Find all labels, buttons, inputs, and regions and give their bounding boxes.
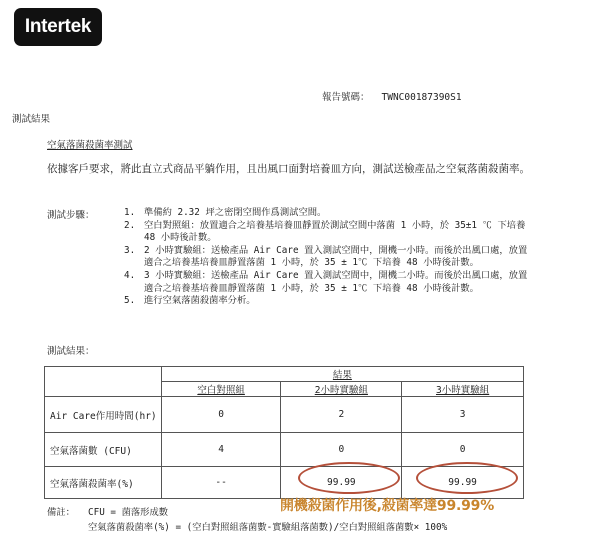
row-header: 空氣落菌數 (CFU) <box>45 433 162 467</box>
table-cell: 0 <box>161 397 281 433</box>
table-cell: 0 <box>402 433 524 467</box>
report-number-value: TWNC00187390S1 <box>381 92 462 103</box>
step-number: 5. <box>124 295 136 307</box>
step-item <box>124 245 534 270</box>
step-text: 準備約 2.32 坪之密閉空間作爲測試空間。 <box>144 207 327 218</box>
column-header: 2小時實驗組 <box>281 382 402 397</box>
step-number: 4. <box>124 269 136 281</box>
intro-paragraph: 依據客戶要求，將此直立式商品平躺作用，且出風口面對培養皿方向，測試送檢產品之空氣落菌殺菌率。 <box>47 163 530 175</box>
section-title: 測試結果 <box>12 114 51 125</box>
table-row <box>45 433 524 467</box>
step-item <box>124 207 534 220</box>
table-cell: 99.99 <box>402 467 524 499</box>
table-header-row <box>45 367 524 382</box>
highlight-oval <box>416 462 518 494</box>
note-label: 備註： <box>47 507 75 518</box>
callout-text: 開機殺菌作用後,殺菌率達99.99% <box>280 498 495 514</box>
report-number-label: 報告號碼： <box>322 92 370 103</box>
row-header: 空氣落菌殺菌率(%) <box>45 467 162 499</box>
table-cell: 0 <box>281 433 402 467</box>
table-cell: 4 <box>161 433 281 467</box>
note-line: 空氣落菌殺菌率(%) = (空白對照組落菌數-實驗組落菌數)/空白對照組落菌數× 100% <box>88 522 448 533</box>
step-text: 空白對照組：放置適合之培養基培養皿靜置於測試空間中落菌 1 小時，於 35±1 ℃ 下培養 48 小時後計數。 <box>144 219 526 244</box>
step-text: 2 小時實驗組：送檢產品 Air Care 置入測試空間中，開機一小時。而後於出風口處，放置適合之培養基培養皿靜置落菌 1 小時，於 35 ± 1℃ 下培養 48 小時後計數。 <box>144 244 528 269</box>
report-number <box>322 89 462 103</box>
step-number: 2. <box>124 219 136 231</box>
table-corner-cell <box>45 367 162 397</box>
table-row <box>45 397 524 433</box>
table-cell: -- <box>161 467 281 499</box>
step-text: 3 小時實驗組：送檢產品 Air Care 置入測試空間中，開機二小時。而後於出風口處，放置適合之培養基培養皿靜置落菌 1 小時，於 35 ± 1℃ 下培養 48 小時後計數。 <box>144 269 528 294</box>
results-group-header: 結果 <box>161 367 523 382</box>
table-cell: 99.99 <box>281 467 402 499</box>
note-line: CFU = 菌落形成數 <box>88 507 169 518</box>
row-header: Air Care作用時間(hr) <box>45 397 162 433</box>
step-number: 1. <box>124 207 136 218</box>
column-header: 空白對照組 <box>161 382 281 397</box>
steps-list <box>124 207 534 308</box>
table-cell: 3 <box>402 397 524 433</box>
step-item <box>124 295 534 308</box>
step-item <box>124 220 534 245</box>
table-cell: 2 <box>281 397 402 433</box>
results-label: 測試結果： <box>47 346 95 357</box>
column-header: 3小時實驗組 <box>402 382 524 397</box>
step-item <box>124 270 534 295</box>
steps-label: 測試步驟： <box>47 210 95 221</box>
step-text: 進行空氣落菌殺菌率分析。 <box>144 295 256 307</box>
step-number: 3. <box>124 244 136 256</box>
highlight-oval <box>298 462 400 494</box>
intertek-logo: Intertek <box>14 8 102 46</box>
test-title: 空氣落菌殺菌率測試 <box>47 140 133 151</box>
